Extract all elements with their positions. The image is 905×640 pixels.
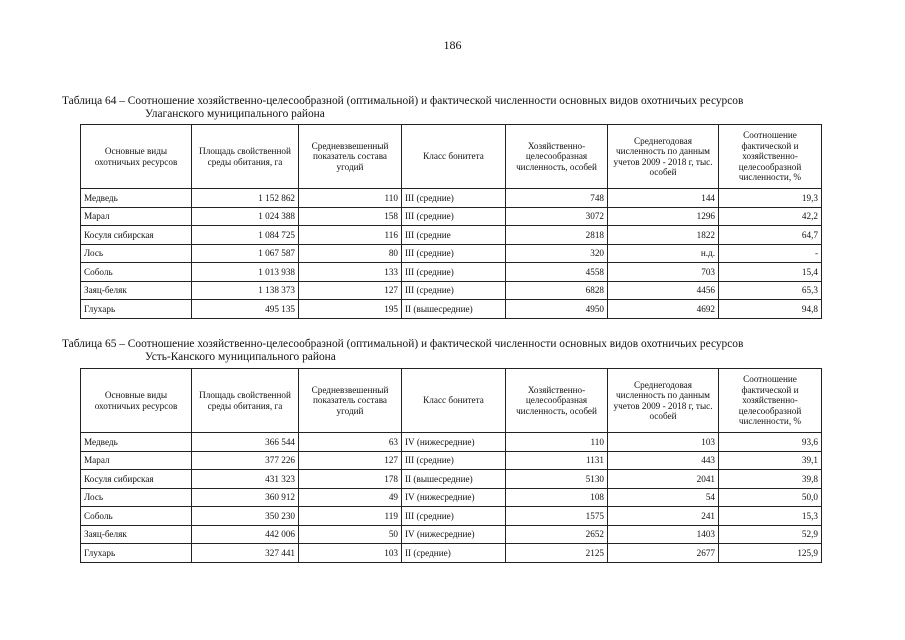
table-65-header-row: [81, 369, 822, 433]
cell-optimal-number: 3072: [506, 207, 608, 226]
cell-mean-annual-number: 703: [608, 263, 719, 282]
cell-area: 327 441: [192, 544, 299, 563]
header-area: Площадь свойственной среды обитания, га: [192, 369, 299, 433]
cell-mean-annual-number: 1296: [608, 207, 719, 226]
cell-weighted-index: 195: [299, 300, 402, 319]
header-bonitet-class: Класс бонитета: [402, 125, 506, 189]
cell-species: Косуля сибирская: [81, 470, 192, 489]
cell-area: 1 138 373: [192, 281, 299, 300]
table-row: [81, 226, 822, 245]
cell-bonitet-class: III (средние): [402, 244, 506, 263]
table-65-caption-line1: Таблица 65 – Соотношение хозяйственно-целесообразной (оптимальной) и фактической численности основных видов охотничьих ресурсов: [62, 338, 744, 350]
cell-area: 495 135: [192, 300, 299, 319]
cell-weighted-index: 50: [299, 525, 402, 544]
cell-weighted-index: 110: [299, 189, 402, 208]
cell-optimal-number: 2125: [506, 544, 608, 563]
table-64-caption-line2: Улаганского муниципального района: [145, 108, 325, 120]
header-ratio: Соотношение фактической и хозяйственно-целесообразной численности, %: [719, 125, 822, 189]
header-area: Площадь свойственной среды обитания, га: [192, 125, 299, 189]
cell-mean-annual-number: 443: [608, 451, 719, 470]
table-64-caption: [62, 95, 862, 121]
table-row: [81, 451, 822, 470]
cell-species: Глухарь: [81, 300, 192, 319]
cell-ratio: 39,1: [719, 451, 822, 470]
cell-weighted-index: 80: [299, 244, 402, 263]
cell-bonitet-class: II (вышесредние): [402, 300, 506, 319]
table-64: [80, 124, 822, 319]
header-ratio: Соотношение фактической и хозяйственно-целесообразной численности, %: [719, 369, 822, 433]
cell-ratio: 93,6: [719, 433, 822, 452]
table-row: [81, 525, 822, 544]
cell-optimal-number: 748: [506, 189, 608, 208]
cell-weighted-index: 178: [299, 470, 402, 489]
cell-species: Соболь: [81, 263, 192, 282]
table-65-caption: [62, 338, 862, 364]
header-optimal-number: Хозяйственно-целесообразная численность, особей: [506, 125, 608, 189]
table-row: [81, 281, 822, 300]
cell-weighted-index: 127: [299, 451, 402, 470]
cell-optimal-number: 4950: [506, 300, 608, 319]
cell-mean-annual-number: 1403: [608, 525, 719, 544]
cell-species: Марал: [81, 207, 192, 226]
table-row: [81, 263, 822, 282]
table-row: [81, 488, 822, 507]
cell-bonitet-class: III (средние): [402, 263, 506, 282]
cell-optimal-number: 110: [506, 433, 608, 452]
cell-species: Лось: [81, 244, 192, 263]
cell-ratio: 15,4: [719, 263, 822, 282]
cell-ratio: 19,3: [719, 189, 822, 208]
table-row: [81, 470, 822, 489]
cell-species: Лось: [81, 488, 192, 507]
cell-species: Медведь: [81, 189, 192, 208]
cell-ratio: 50,0: [719, 488, 822, 507]
table-64-header-row: [81, 125, 822, 189]
cell-species: Соболь: [81, 507, 192, 526]
cell-mean-annual-number: 4456: [608, 281, 719, 300]
cell-ratio: 15,3: [719, 507, 822, 526]
cell-area: 377 226: [192, 451, 299, 470]
table-64-body: [81, 189, 822, 319]
cell-mean-annual-number: 54: [608, 488, 719, 507]
cell-optimal-number: 2818: [506, 226, 608, 245]
cell-species: Глухарь: [81, 544, 192, 563]
cell-mean-annual-number: 2041: [608, 470, 719, 489]
cell-ratio: 39,8: [719, 470, 822, 489]
cell-ratio: 52,9: [719, 525, 822, 544]
cell-weighted-index: 133: [299, 263, 402, 282]
cell-bonitet-class: III (средние): [402, 281, 506, 300]
cell-mean-annual-number: 1822: [608, 226, 719, 245]
cell-mean-annual-number: 4692: [608, 300, 719, 319]
header-species: Основные виды охотничьих ресурсов: [81, 369, 192, 433]
page-number: 186: [443, 38, 462, 52]
table-row: [81, 244, 822, 263]
header-mean-annual-number: Среднегодовая численность по данным учетов 2009 - 2018 г, тыс. особей: [608, 125, 719, 189]
cell-optimal-number: 320: [506, 244, 608, 263]
cell-bonitet-class: III (средние: [402, 226, 506, 245]
table-64-caption-line1: Таблица 64 – Соотношение хозяйственно-целесообразной (оптимальной) и фактической численности основных видов охотничьих ресурсов: [62, 95, 744, 107]
cell-area: 1 084 725: [192, 226, 299, 245]
cell-area: 431 323: [192, 470, 299, 489]
cell-species: Косуля сибирская: [81, 226, 192, 245]
table-65-caption-line2: Усть-Канского муниципального района: [145, 351, 336, 363]
cell-ratio: 65,3: [719, 281, 822, 300]
cell-mean-annual-number: 2677: [608, 544, 719, 563]
cell-mean-annual-number: н.д.: [608, 244, 719, 263]
cell-optimal-number: 2652: [506, 525, 608, 544]
table-row: [81, 507, 822, 526]
cell-mean-annual-number: 241: [608, 507, 719, 526]
cell-area: 350 230: [192, 507, 299, 526]
cell-bonitet-class: III (средние): [402, 189, 506, 208]
cell-ratio: -: [719, 244, 822, 263]
cell-area: 1 067 587: [192, 244, 299, 263]
cell-mean-annual-number: 103: [608, 433, 719, 452]
header-weighted-index: Средневзвешенный показатель состава угодий: [299, 369, 402, 433]
cell-area: 1 152 862: [192, 189, 299, 208]
cell-area: 442 006: [192, 525, 299, 544]
cell-area: 1 013 938: [192, 263, 299, 282]
cell-bonitet-class: III (средние): [402, 207, 506, 226]
header-optimal-number: Хозяйственно-целесообразная численность, особей: [506, 369, 608, 433]
table-row: [81, 433, 822, 452]
cell-optimal-number: 1131: [506, 451, 608, 470]
cell-optimal-number: 4558: [506, 263, 608, 282]
cell-bonitet-class: III (средние): [402, 451, 506, 470]
cell-weighted-index: 116: [299, 226, 402, 245]
table-row: [81, 300, 822, 319]
cell-optimal-number: 5130: [506, 470, 608, 489]
cell-bonitet-class: IV (нижесредние): [402, 433, 506, 452]
cell-bonitet-class: III (средние): [402, 507, 506, 526]
header-mean-annual-number: Среднегодовая численность по данным учетов 2009 - 2018 г, тыс. особей: [608, 369, 719, 433]
cell-area: 360 912: [192, 488, 299, 507]
header-bonitet-class: Класс бонитета: [402, 369, 506, 433]
cell-ratio: 94,8: [719, 300, 822, 319]
cell-species: Марал: [81, 451, 192, 470]
cell-optimal-number: 1575: [506, 507, 608, 526]
cell-ratio: 64,7: [719, 226, 822, 245]
table-65-body: [81, 433, 822, 563]
cell-optimal-number: 108: [506, 488, 608, 507]
table-65: [80, 368, 822, 563]
cell-weighted-index: 158: [299, 207, 402, 226]
cell-species: Заяц-беляк: [81, 525, 192, 544]
cell-weighted-index: 49: [299, 488, 402, 507]
cell-species: Заяц-беляк: [81, 281, 192, 300]
cell-weighted-index: 119: [299, 507, 402, 526]
cell-ratio: 42,2: [719, 207, 822, 226]
cell-species: Медведь: [81, 433, 192, 452]
table-row: [81, 207, 822, 226]
cell-weighted-index: 63: [299, 433, 402, 452]
cell-bonitet-class: IV (нижесредние): [402, 525, 506, 544]
cell-weighted-index: 103: [299, 544, 402, 563]
cell-mean-annual-number: 144: [608, 189, 719, 208]
cell-weighted-index: 127: [299, 281, 402, 300]
cell-bonitet-class: II (вышесредние): [402, 470, 506, 489]
cell-bonitet-class: IV (нижесредние): [402, 488, 506, 507]
header-weighted-index: Средневзвешенный показатель состава угодий: [299, 125, 402, 189]
table-row: [81, 544, 822, 563]
cell-optimal-number: 6828: [506, 281, 608, 300]
cell-area: 1 024 388: [192, 207, 299, 226]
cell-area: 366 544: [192, 433, 299, 452]
header-species: Основные виды охотничьих ресурсов: [81, 125, 192, 189]
cell-bonitet-class: II (средние): [402, 544, 506, 563]
table-row: [81, 189, 822, 208]
cell-ratio: 125,9: [719, 544, 822, 563]
